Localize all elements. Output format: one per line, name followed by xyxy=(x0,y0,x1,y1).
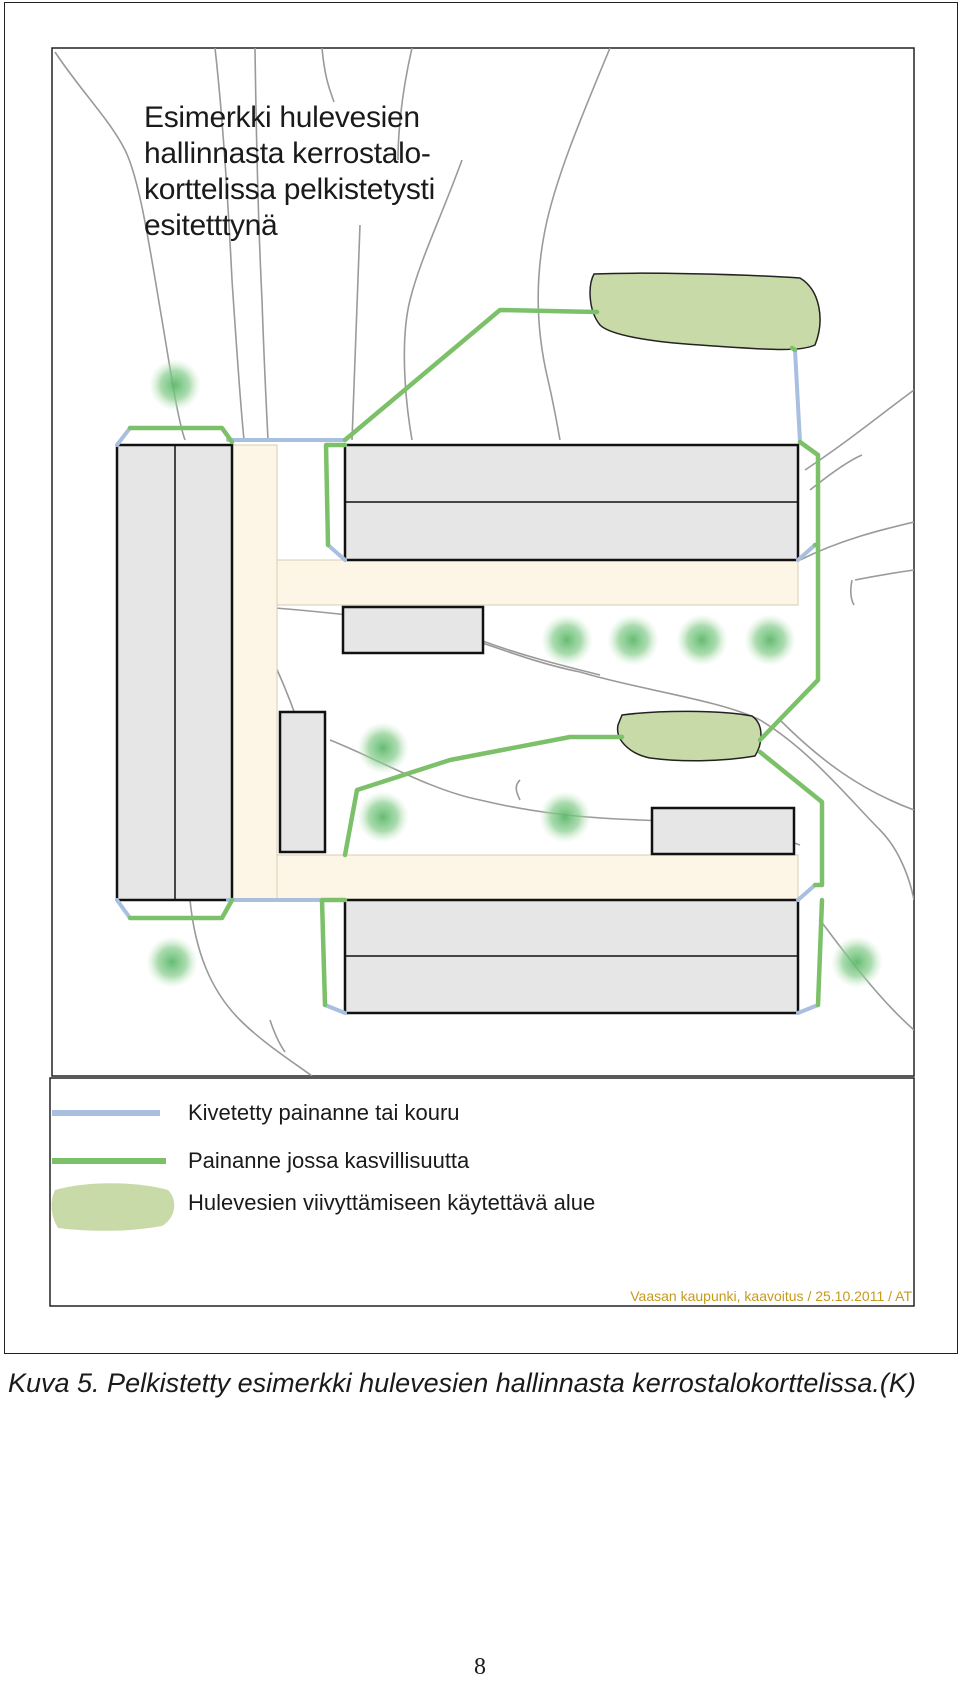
map-title xyxy=(144,100,435,244)
shed-west xyxy=(280,712,325,852)
tree-icon xyxy=(831,936,883,988)
map-credit: Vaasan kaupunki, kaavoitus / 25.10.2011 / AT xyxy=(630,1288,912,1304)
walkway-upper xyxy=(277,560,798,605)
legend-label-vegetated-swale: Painanne jossa kasvillisuutta xyxy=(188,1148,470,1173)
map-title-line: hallinnasta kerrostalo- xyxy=(144,137,431,170)
tree-icon xyxy=(541,614,593,666)
figure-caption: Kuva 5. Pelkistetty esimerkki hulevesien hallinnasta kerrostalokorttelissa.(K) xyxy=(8,1368,916,1398)
map-title-line: esitetttynä xyxy=(144,209,278,242)
legend-label-retention-area: Hulevesien viivyttämiseen käytettävä alue xyxy=(188,1190,596,1215)
walkway-lower xyxy=(277,855,798,900)
tree-icon xyxy=(149,359,201,411)
page-number: 8 xyxy=(474,1654,486,1680)
legend-retention-area-symbol xyxy=(52,1183,175,1231)
tree-icon xyxy=(539,791,591,843)
legend-label-paved-swale: Kivetetty painanne tai kouru xyxy=(188,1100,460,1125)
walkway-vertical xyxy=(232,445,277,900)
shed-south xyxy=(652,808,794,854)
shed-north xyxy=(343,607,483,653)
vegetated-swale xyxy=(792,348,795,350)
tree-icon xyxy=(357,791,409,843)
tree-icon xyxy=(744,614,796,666)
tree-icon xyxy=(676,614,728,666)
map-title-line: Esimerkki hulevesien xyxy=(144,101,420,134)
map-title-line: korttelissa pelkistetysti xyxy=(144,173,435,206)
tree-icon xyxy=(357,722,409,774)
tree-icon xyxy=(607,614,659,666)
retention-area xyxy=(618,711,761,760)
tree-icon xyxy=(146,936,198,988)
